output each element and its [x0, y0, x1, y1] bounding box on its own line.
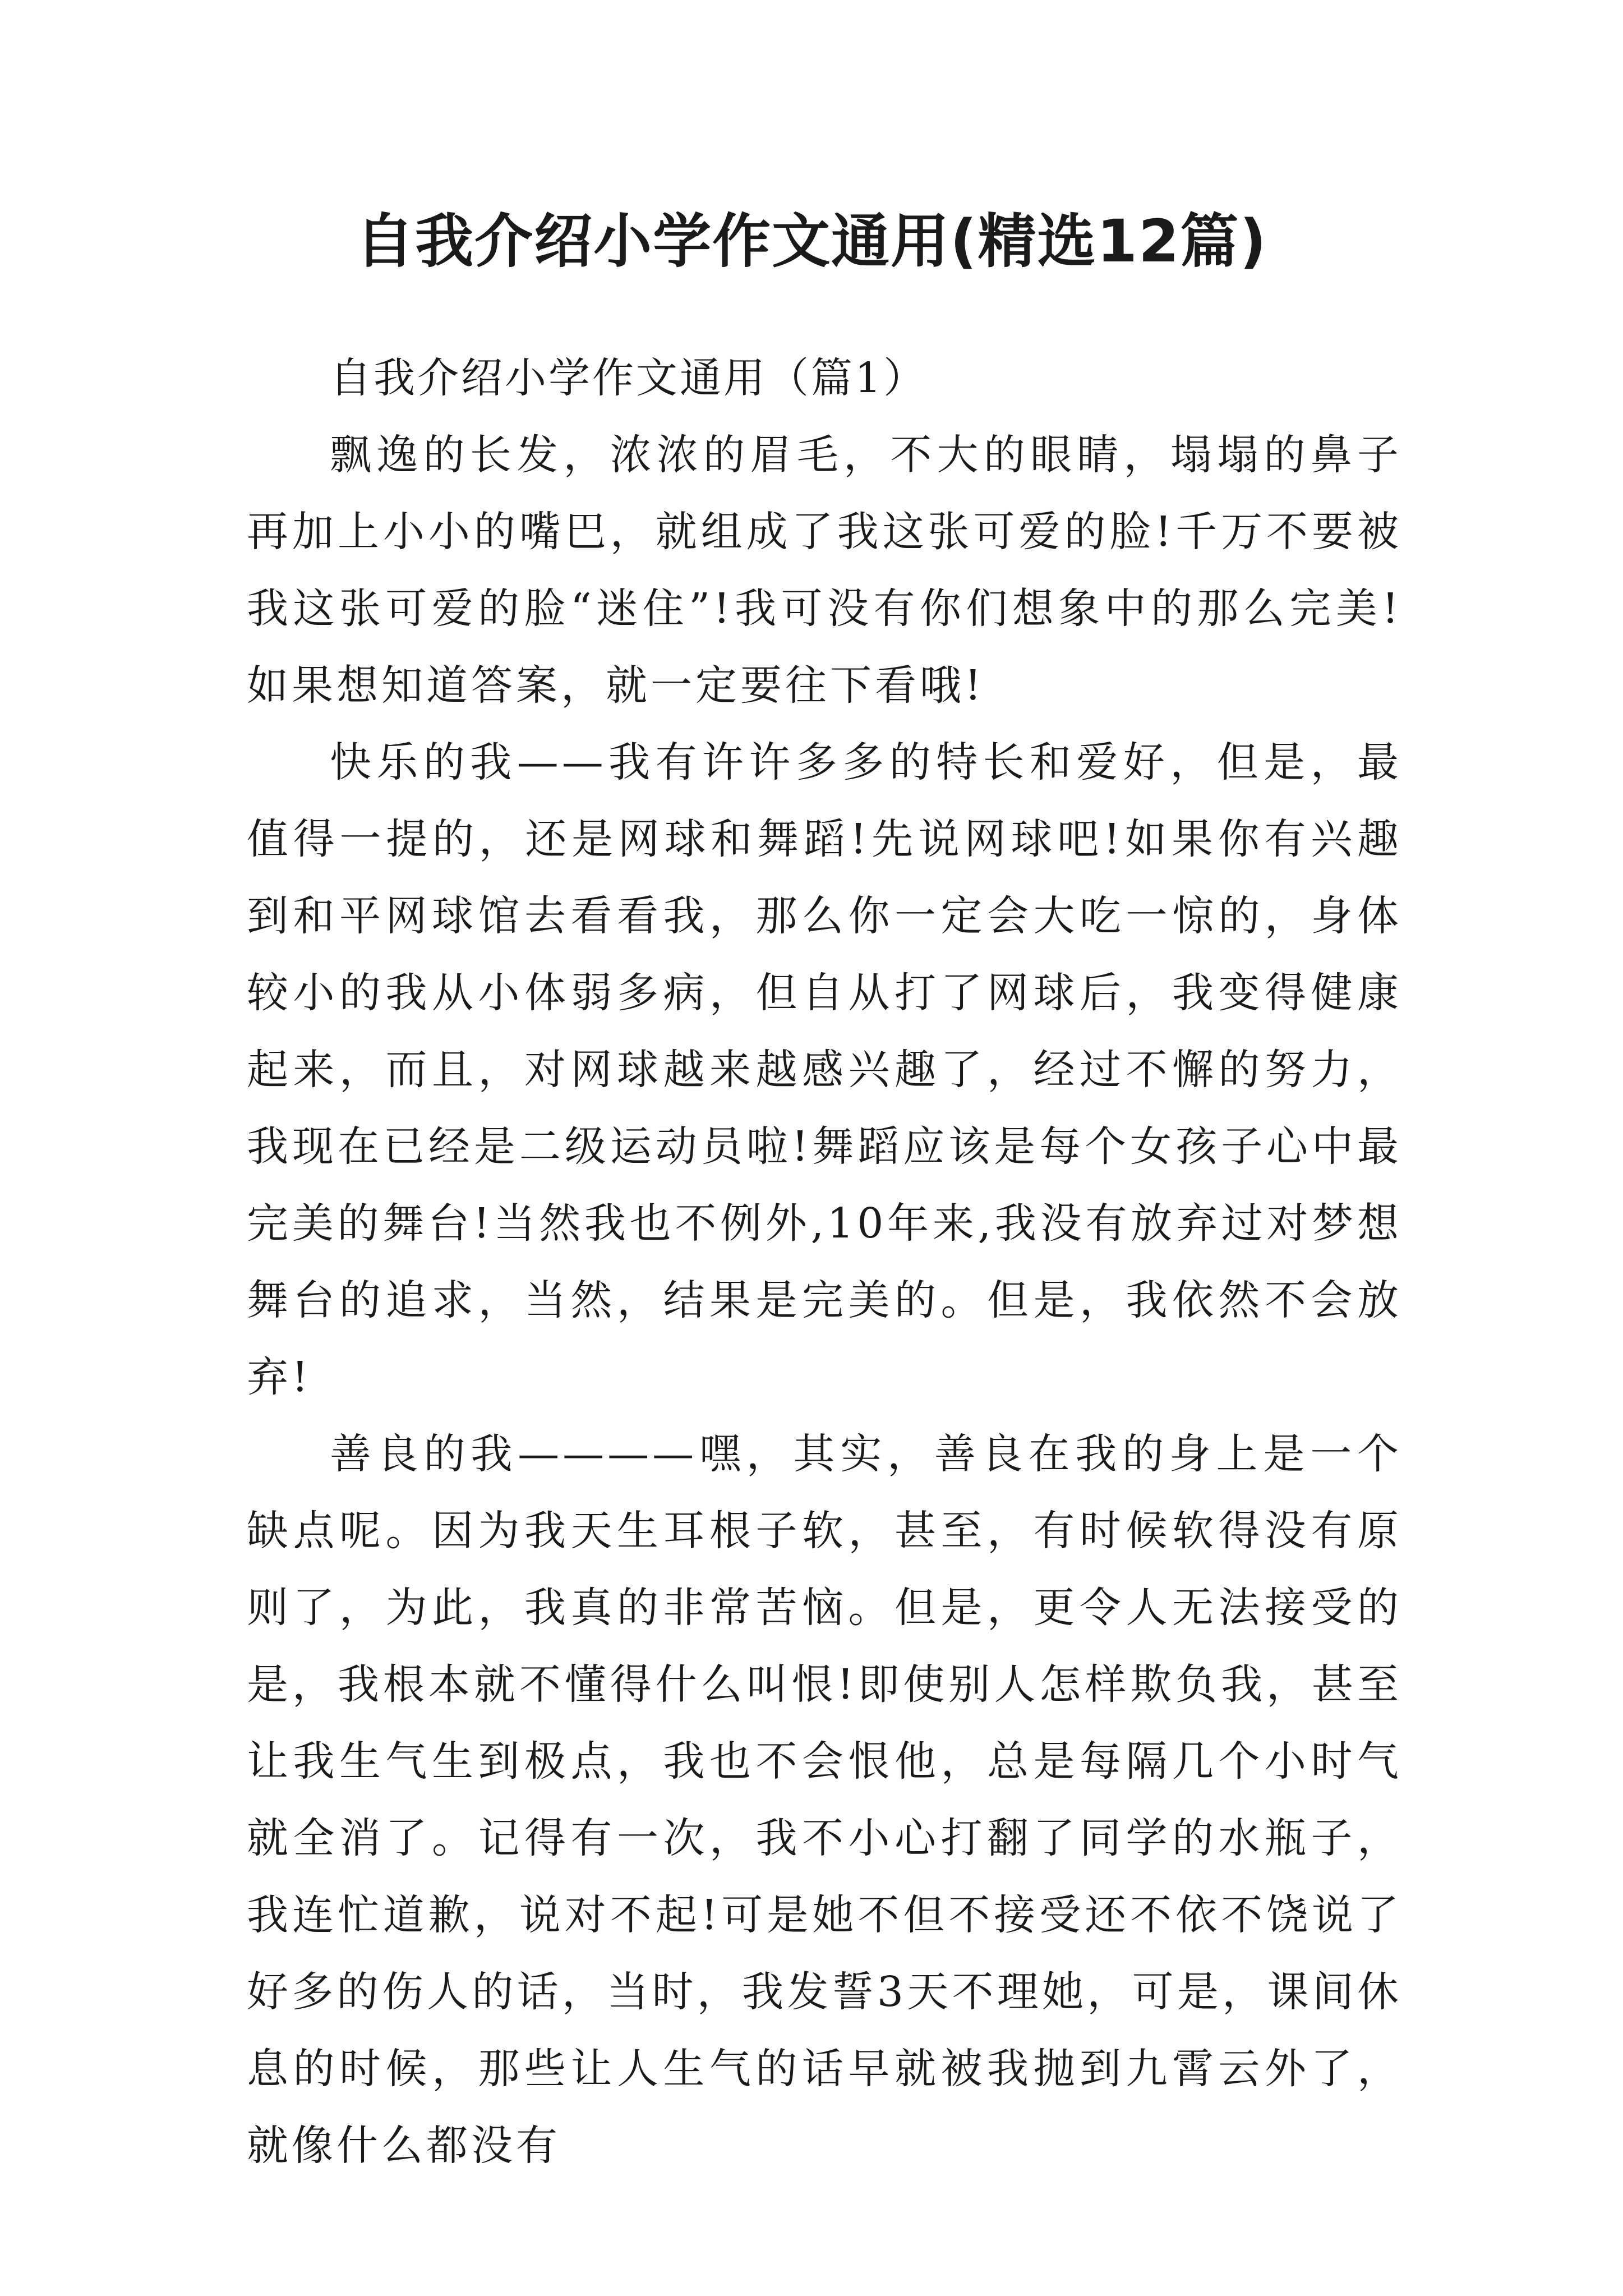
document-title: 自我介绍小学作文通用(精选12篇): [356, 207, 1267, 275]
paragraph: 快乐的我——我有许许多多的特长和爱好，但是，最值得一提的，还是网球和舞蹈!先说网球吧!如果你有兴趣到和平网球馆去看看我，那么你一定会大吃一惊的，身体较小的我从小体弱多病，但自从打了网球后，我变得健康起来，而且，对网球越来越感兴趣了，经过不懈的努力，我现在已经是二级运动员啦!舞蹈应该是每个女孩子心中最完美的舞台!当然我也不例外,10年来,我没有放弃过对梦想舞台的追求，当然，结果是完美的。但是，我依然不会放弃!: [247, 738, 1402, 1401]
paragraph: 飘逸的长发，浓浓的眉毛，不大的眼睛，塌塌的鼻子再加上小小的嘴巴，就组成了我这张可爱的脸!千万不要被我这张可爱的脸“迷住”!我可没有你们想象中的那么完美!如果想知道答案，就一定要往下看哦!: [247, 431, 1402, 710]
paragraph: 善良的我————嘿，其实，善良在我的身上是一个缺点呢。因为我天生耳根子软，甚至，有时候软得没有原则了，为此，我真的非常苦恼。但是，更令人无法接受的是，我根本就不懂得什么叫恨!即使别人怎样欺负我，甚至让我生气生到极点，我也不会恨他，总是每隔几个小时气就全消了。记得有一次，我不小心打翻了同学的水瓶子，我连忙道歉，说对不起!可是她不但不接受还不依不饶说了好多的伤人的话，当时，我发誓3天不理她，可是，课间休息的时候，那些让人生气的话早就被我抛到九霄云外了，就像什么都没有: [247, 1430, 1402, 2170]
document-body: [247, 340, 1402, 2184]
section-heading: 自我介绍小学作文通用（篇1）: [330, 354, 928, 402]
